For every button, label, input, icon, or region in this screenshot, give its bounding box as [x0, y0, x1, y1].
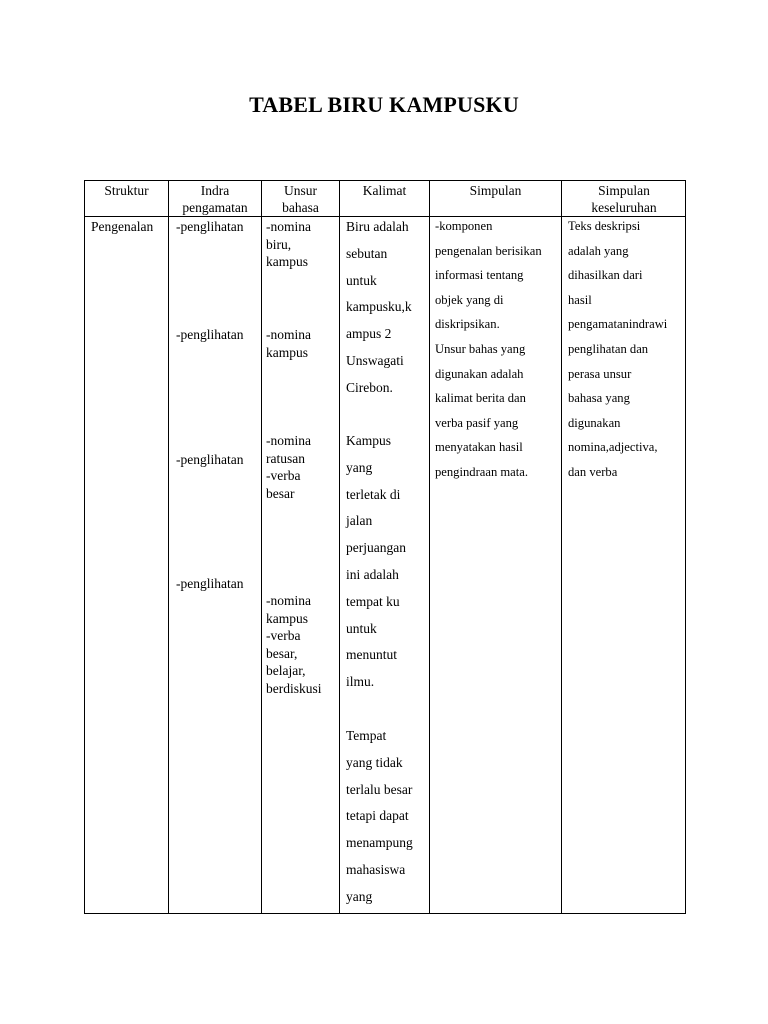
text-line: untuk: [346, 272, 377, 288]
cell-kalimat: [346, 428, 406, 696]
text-line: Unsur bahas yang: [435, 341, 526, 356]
text-line: besar: [266, 485, 295, 501]
text-line: menuntut: [346, 647, 397, 663]
data-table: [84, 180, 686, 914]
text-line: verba pasif yang: [435, 415, 519, 430]
column-divider: [261, 181, 262, 913]
text-line: -nomina: [266, 219, 311, 234]
text-line: Tempat: [346, 728, 387, 743]
text-line: menampung: [346, 835, 413, 851]
header-label: pengamatan: [182, 200, 248, 215]
text-line: diskripsikan.: [435, 317, 500, 332]
text-line: ilmu.: [346, 674, 375, 690]
text-line: tetapi dapat: [346, 808, 409, 824]
header-label: Struktur: [104, 183, 149, 198]
text-line: Cirebon.: [346, 379, 393, 395]
text-line: kampus: [266, 344, 308, 360]
text-line: terletak di: [346, 486, 401, 502]
page-title: TABEL BIRU KAMPUSKU: [249, 92, 519, 117]
header-label: Indra: [200, 183, 230, 198]
text-line: dihasilkan dari: [568, 268, 643, 283]
text-line: biru,: [266, 236, 292, 252]
text-line: yang tidak: [346, 754, 403, 770]
text-line: nomina,adjectiva,: [568, 440, 658, 455]
text-line: berdiskusi: [266, 680, 322, 696]
cell-simpulan: [435, 214, 542, 485]
text-line: ini adalah: [346, 566, 399, 582]
text-line: dan verba: [568, 464, 618, 479]
text-line: mahasiswa: [346, 861, 406, 877]
cell-indra: -penglihatan: [176, 327, 244, 342]
text-line: perasa unsur: [568, 366, 632, 381]
header-keseluruhan: [562, 181, 686, 218]
text-line: objek yang di: [435, 292, 504, 307]
text-line: Unswagati: [346, 352, 404, 368]
text-line: penglihatan dan: [568, 341, 649, 356]
text-line: -verba: [266, 468, 301, 483]
cell-indra: -penglihatan: [176, 576, 244, 591]
column-divider: [339, 181, 340, 913]
text-line: -nomina: [266, 433, 311, 448]
cell-indra: -penglihatan: [176, 452, 244, 467]
text-line: informasi tentang: [435, 268, 524, 283]
cell-kalimat: [346, 214, 412, 402]
text-line: kampus: [266, 610, 308, 626]
text-line: pengindraan mata.: [435, 464, 529, 479]
text-line: digunakan: [568, 415, 621, 430]
text-line: Teks deskripsi: [568, 219, 641, 233]
cell-indra: -penglihatan: [176, 219, 244, 234]
text-line: ampus 2: [346, 326, 392, 342]
text-line: terlalu besar: [346, 781, 413, 797]
column-divider: [561, 181, 562, 913]
text-line: pengenalan berisikan: [435, 243, 542, 258]
text-line: jalan: [346, 513, 373, 529]
header-label: Simpulan: [469, 183, 522, 198]
text-line: Kampus: [346, 433, 391, 448]
cell-unsur: [266, 592, 322, 697]
header-kalimat: [340, 181, 429, 218]
text-line: adalah yang: [568, 243, 629, 258]
header-indra: [169, 181, 261, 218]
text-line: ratusan: [266, 450, 305, 466]
text-line: yang: [346, 888, 373, 904]
header-simpulan: [430, 181, 561, 218]
header-label: bahasa: [282, 200, 319, 215]
header-label: Simpulan: [598, 183, 650, 198]
text-line: -nomina: [266, 593, 311, 608]
text-line: -komponen: [435, 219, 493, 233]
column-divider: [429, 181, 430, 913]
header-label: Unsur: [284, 183, 317, 198]
text-line: kampus: [266, 254, 308, 269]
text-line: tempat ku: [346, 593, 400, 609]
cell-kalimat: [346, 723, 413, 911]
text-line: hasil: [568, 292, 592, 307]
cell-unsur: [266, 218, 311, 271]
cell-unsur: [266, 432, 311, 502]
text-line: bahasa yang: [568, 391, 630, 406]
text-line: Biru adalah: [346, 219, 409, 234]
text-line: menyatakan hasil: [435, 440, 523, 455]
header-struktur: [85, 181, 168, 218]
text-line: yang: [346, 459, 373, 475]
text-line: kalimat berita dan: [435, 391, 526, 406]
header-label: Kalimat: [362, 183, 407, 198]
text-line: untuk: [346, 620, 377, 636]
text-line: perjuangan: [346, 540, 406, 556]
text-line: belajar,: [266, 663, 306, 678]
cell-keseluruhan: [568, 214, 667, 485]
text-line: kampusku,k: [346, 299, 412, 315]
cell-unsur: [266, 326, 311, 361]
text-line: besar,: [266, 645, 298, 661]
text-line: sebutan: [346, 245, 388, 261]
text-line: -verba: [266, 628, 301, 643]
column-divider: [168, 181, 169, 913]
cell-struktur: Pengenalan: [91, 219, 154, 234]
text-line: pengamatanindrawi: [568, 317, 668, 332]
header-unsur: [262, 181, 339, 218]
text-line: -nomina: [266, 327, 311, 342]
text-line: digunakan adalah: [435, 366, 524, 381]
header-label: keseluruhan: [591, 200, 657, 215]
